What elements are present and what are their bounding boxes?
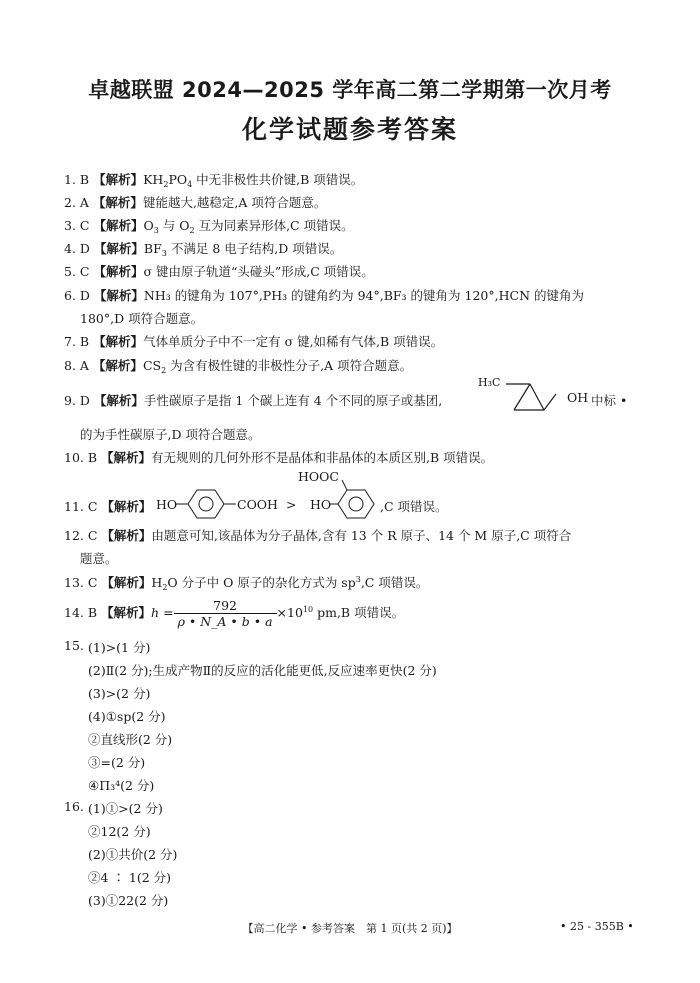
- analysis-tag: 【解析】: [93, 172, 144, 187]
- benzene-ring-right: [330, 480, 382, 522]
- answer-13: [64, 573, 428, 592]
- answer-6: [64, 286, 584, 304]
- answer-number: 8. A: [64, 358, 89, 373]
- greater-than: >: [286, 497, 297, 512]
- formula-h: h: [151, 605, 160, 620]
- answer-4: [64, 239, 342, 258]
- title-line-1: 卓越联盟 2024—2025 学年高二第二学期第一次月考: [88, 78, 612, 102]
- analysis-tag: 【解析】: [93, 264, 144, 279]
- answer-number: 11. C: [64, 499, 98, 514]
- answer-text: σ 键由原子轨道“头碰头”形成,C 项错误。: [143, 264, 374, 279]
- numerator: 792: [174, 598, 277, 614]
- answer-10: [64, 448, 493, 466]
- answer-text: pm,B 项错误。: [313, 605, 405, 620]
- answer-text: 与 O: [158, 218, 190, 233]
- answer-text: O 分子中 O 原子的杂化方式为 sp: [167, 575, 356, 590]
- answer-number: 7. B: [64, 334, 90, 349]
- q16-item: (3)①22(2 分): [88, 893, 169, 908]
- left-ho: HO: [156, 497, 178, 512]
- right-ho: HO: [310, 497, 332, 512]
- answer-text: 手性碳原子是指 1 个碳上连有 4 个不同的原子或基团,: [143, 393, 443, 408]
- equals-sign: =: [159, 605, 174, 620]
- q16-item: ②12(2 分): [88, 824, 151, 839]
- q15-item: (1)>(1 分): [88, 640, 151, 655]
- answer-number: 4. D: [64, 241, 90, 256]
- answer-2: [64, 193, 326, 211]
- q15-item: (2)Ⅱ(2 分);生成产物Ⅱ的反应的活化能更低,反应速率更快(2 分): [88, 663, 437, 678]
- answer-5: [64, 262, 374, 280]
- answer-number: 5. C: [64, 264, 90, 279]
- answer-14: [64, 598, 404, 629]
- answer-text: 有无规则的几何外形不是晶体和非晶体的本质区别,B 项错误。: [151, 450, 494, 465]
- title-line-2: 化学试题参考答案: [241, 115, 458, 144]
- answer-text: 中无非极性共价键,B 项错误。: [192, 172, 364, 187]
- answer-text: 互为同素异形体,C 项错误。: [194, 218, 354, 233]
- q15-item: ③=(2 分): [88, 755, 146, 770]
- answer-11-tail: ,C 项错误。: [380, 499, 448, 514]
- answer-number: 14. B: [64, 605, 98, 620]
- analysis-tag: 【解析】: [92, 195, 143, 210]
- answer-9-tail: 中标 •: [591, 393, 628, 408]
- q15-item: (3)>(2 分): [88, 686, 151, 701]
- subscript: 2: [163, 180, 169, 189]
- answer-text: ,C 项错误。: [360, 575, 429, 590]
- subscript: 2: [162, 583, 168, 592]
- q15-item: ④Π₃⁴(2 分): [88, 778, 155, 793]
- answer-9: [64, 391, 442, 409]
- subscript: 2: [189, 226, 195, 235]
- analysis-tag: 【解析】: [101, 575, 152, 590]
- answer-text: NH₃ 的键角为 107°,PH₃ 的键角约为 94°,BF₃ 的键角为 120°,HCN 的键角为: [143, 288, 584, 303]
- answer-text: 气体单质分子中不一定有 σ 键,如稀有气体,B 项错误。: [143, 334, 444, 349]
- answer-text: PO: [168, 172, 188, 187]
- footer-page-info: 【高二化学 • 参考答案 第 1 页(共 2 页)】: [242, 922, 458, 935]
- right-hooc: HOOC: [298, 469, 339, 484]
- fraction: [174, 598, 277, 629]
- answer-1: [64, 170, 363, 189]
- answer-text: O: [143, 218, 154, 233]
- q15-item: (4)①sp(2 分): [88, 709, 166, 724]
- answer-11: [64, 497, 151, 515]
- analysis-tag: 【解析】: [93, 218, 144, 233]
- answer-text: BF: [143, 241, 162, 256]
- answer-text: 由题意可知,该晶体为分子晶体,含有 13 个 R 原子、14 个 M 原子,C 项符合: [151, 528, 572, 543]
- answer-number: 1. B: [64, 172, 90, 187]
- answer-text: 不满足 8 电子结构,D 项错误。: [166, 241, 343, 256]
- q16-item: (1)①>(2 分): [88, 801, 163, 816]
- analysis-tag: 【解析】: [93, 241, 144, 256]
- q15-item: ②直线形(2 分): [88, 732, 173, 747]
- analysis-tag: 【解析】: [93, 393, 144, 408]
- q16-label: 16.: [64, 799, 84, 814]
- answer-7: [64, 332, 443, 350]
- benzene-ring-left: [176, 486, 236, 522]
- exponent: 10: [302, 605, 314, 614]
- analysis-tag: 【解析】: [92, 358, 143, 373]
- answer-number: 9. D: [64, 393, 90, 408]
- q16-item: ②4 ∶ 1(2 分): [88, 870, 172, 885]
- h3c-label: H₃C: [478, 376, 501, 389]
- answer-3: [64, 216, 354, 235]
- footer-code: • 25 - 355B •: [560, 920, 634, 933]
- subscript: 2: [161, 366, 167, 375]
- answer-number: 2. A: [64, 195, 89, 210]
- analysis-tag: 【解析】: [101, 499, 152, 514]
- analysis-tag: 【解析】: [101, 605, 152, 620]
- analysis-tag: 【解析】: [101, 450, 152, 465]
- answer-number: 13. C: [64, 575, 98, 590]
- answer-number: 12. C: [64, 528, 98, 543]
- superscript: 3: [355, 575, 361, 584]
- answer-text: CS: [142, 358, 162, 373]
- subscript: 4: [187, 180, 193, 189]
- subscript: 3: [153, 226, 159, 235]
- answer-9-cont: 的为手性碳原子,D 项符合题意。: [80, 427, 261, 442]
- answer-12: [64, 526, 571, 544]
- answer-text: H: [151, 575, 163, 590]
- analysis-tag: 【解析】: [93, 334, 144, 349]
- answer-number: 10. B: [64, 450, 98, 465]
- q15-label: 15.: [64, 638, 84, 653]
- answer-6-cont: 180°,D 项符合题意。: [80, 311, 204, 326]
- q16-item: (2)①共价(2 分): [88, 847, 178, 862]
- analysis-tag: 【解析】: [93, 288, 144, 303]
- answer-text: 键能越大,越稳定,A 项符合题意。: [142, 195, 327, 210]
- answer-text: KH: [143, 172, 164, 187]
- answer-12-cont: 题意。: [80, 551, 118, 566]
- left-cooh: COOH: [237, 497, 278, 512]
- times-ten: ×10: [276, 605, 303, 620]
- cyclopropane-structure: [500, 378, 560, 418]
- answer-number: 6. D: [64, 288, 90, 303]
- subscript: 3: [161, 249, 167, 258]
- answer-text: 为含有极性键的非极性分子,A 项符合题意。: [166, 358, 413, 373]
- answer-8: [64, 356, 412, 375]
- analysis-tag: 【解析】: [101, 528, 152, 543]
- oh-label: OH: [567, 390, 589, 405]
- denominator: ρ • N_A • b • a: [177, 614, 273, 629]
- answer-number: 3. C: [64, 218, 90, 233]
